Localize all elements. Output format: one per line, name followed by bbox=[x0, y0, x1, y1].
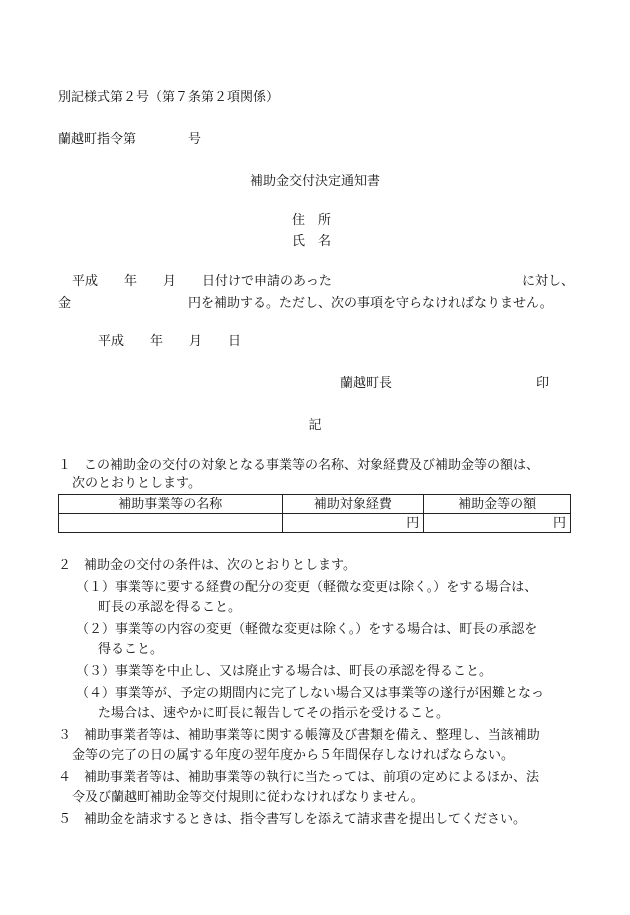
seal-mark: 印 bbox=[536, 376, 550, 391]
item5-line1: ５ 補助金を請求するときは、指令書写しを添えて請求書を提出してください。 bbox=[58, 812, 527, 827]
column-header: 補助金等の額 bbox=[424, 495, 571, 514]
ki-heading: 記 bbox=[308, 418, 322, 433]
column-header: 補助事業等の名称 bbox=[59, 495, 283, 514]
document-title: 補助金交付決定通知書 bbox=[249, 174, 380, 189]
document-number: 蘭越町指令第 号 bbox=[58, 132, 202, 147]
form-label: 別記様式第２号（第７条第２項関係） bbox=[58, 90, 280, 105]
item4-line1: ４ 補助事業者等は、補助事業等の執行に当たっては、前項の定めによるほか、法 bbox=[58, 770, 540, 785]
table-cell bbox=[59, 514, 283, 533]
sub2-line2: 得ること。 bbox=[98, 642, 164, 657]
column-header: 補助対象経費 bbox=[282, 495, 424, 514]
item1-line1: １ この補助金の交付の対象となる事業等の名称、対象経費及び補助金等の額は、 bbox=[58, 458, 540, 473]
table-header-row bbox=[59, 495, 571, 514]
table-cell: 円 bbox=[424, 514, 571, 533]
item2-title: ２ 補助金の交付の条件は、次のとおりとします。 bbox=[58, 558, 356, 573]
address-label: 住 所 bbox=[292, 213, 332, 228]
body-line2: 金 円を補助する。ただし、次の事項を守らなければなりません。 bbox=[58, 296, 553, 311]
sub3-line1: （３）事業等を中止し、又は廃止する場合は、町長の承認を得ること。 bbox=[76, 664, 493, 679]
issuer: 蘭越町長 bbox=[340, 376, 393, 391]
table-cell: 円 bbox=[282, 514, 424, 533]
sub4-line1: （４）事業等が、予定の期間内に完了しない場合又は事業等の遂行が困難となっ bbox=[76, 686, 545, 701]
body-line1-right: に対し、 bbox=[522, 274, 575, 289]
subsidy-table bbox=[58, 494, 571, 533]
item4-line2: 令及び蘭越町補助金等交付規則に従わなければなりません。 bbox=[72, 790, 424, 805]
item1-line2: 次のとおりとします。 bbox=[72, 476, 201, 491]
sub4-line2: た場合は、速やかに町長に報告してその指示を受けること。 bbox=[98, 706, 450, 721]
item3-line1: ３ 補助事業者等は、補助事業等に関する帳簿及び書類を備え、整理し、当該補助 bbox=[58, 728, 540, 743]
item3-line2: 金等の完了の日の属する年度の翌年度から５年間保存しなければならない。 bbox=[72, 748, 515, 763]
sub1-line1: （１）事業等に要する経費の配分の変更（軽微な変更は除く。）をする場合は、 bbox=[76, 580, 538, 595]
sub1-line2: 町長の承認を得ること。 bbox=[98, 600, 242, 615]
sub2-line1: （２）事業等の内容の変更（軽微な変更は除く。）をする場合は、町長の承認を bbox=[76, 622, 538, 637]
name-label: 氏 名 bbox=[292, 234, 332, 249]
table-row bbox=[59, 514, 571, 533]
body-line1-left: 平成 年 月 日付けで申請のあった bbox=[72, 274, 332, 289]
date-line: 平成 年 月 日 bbox=[98, 334, 242, 349]
